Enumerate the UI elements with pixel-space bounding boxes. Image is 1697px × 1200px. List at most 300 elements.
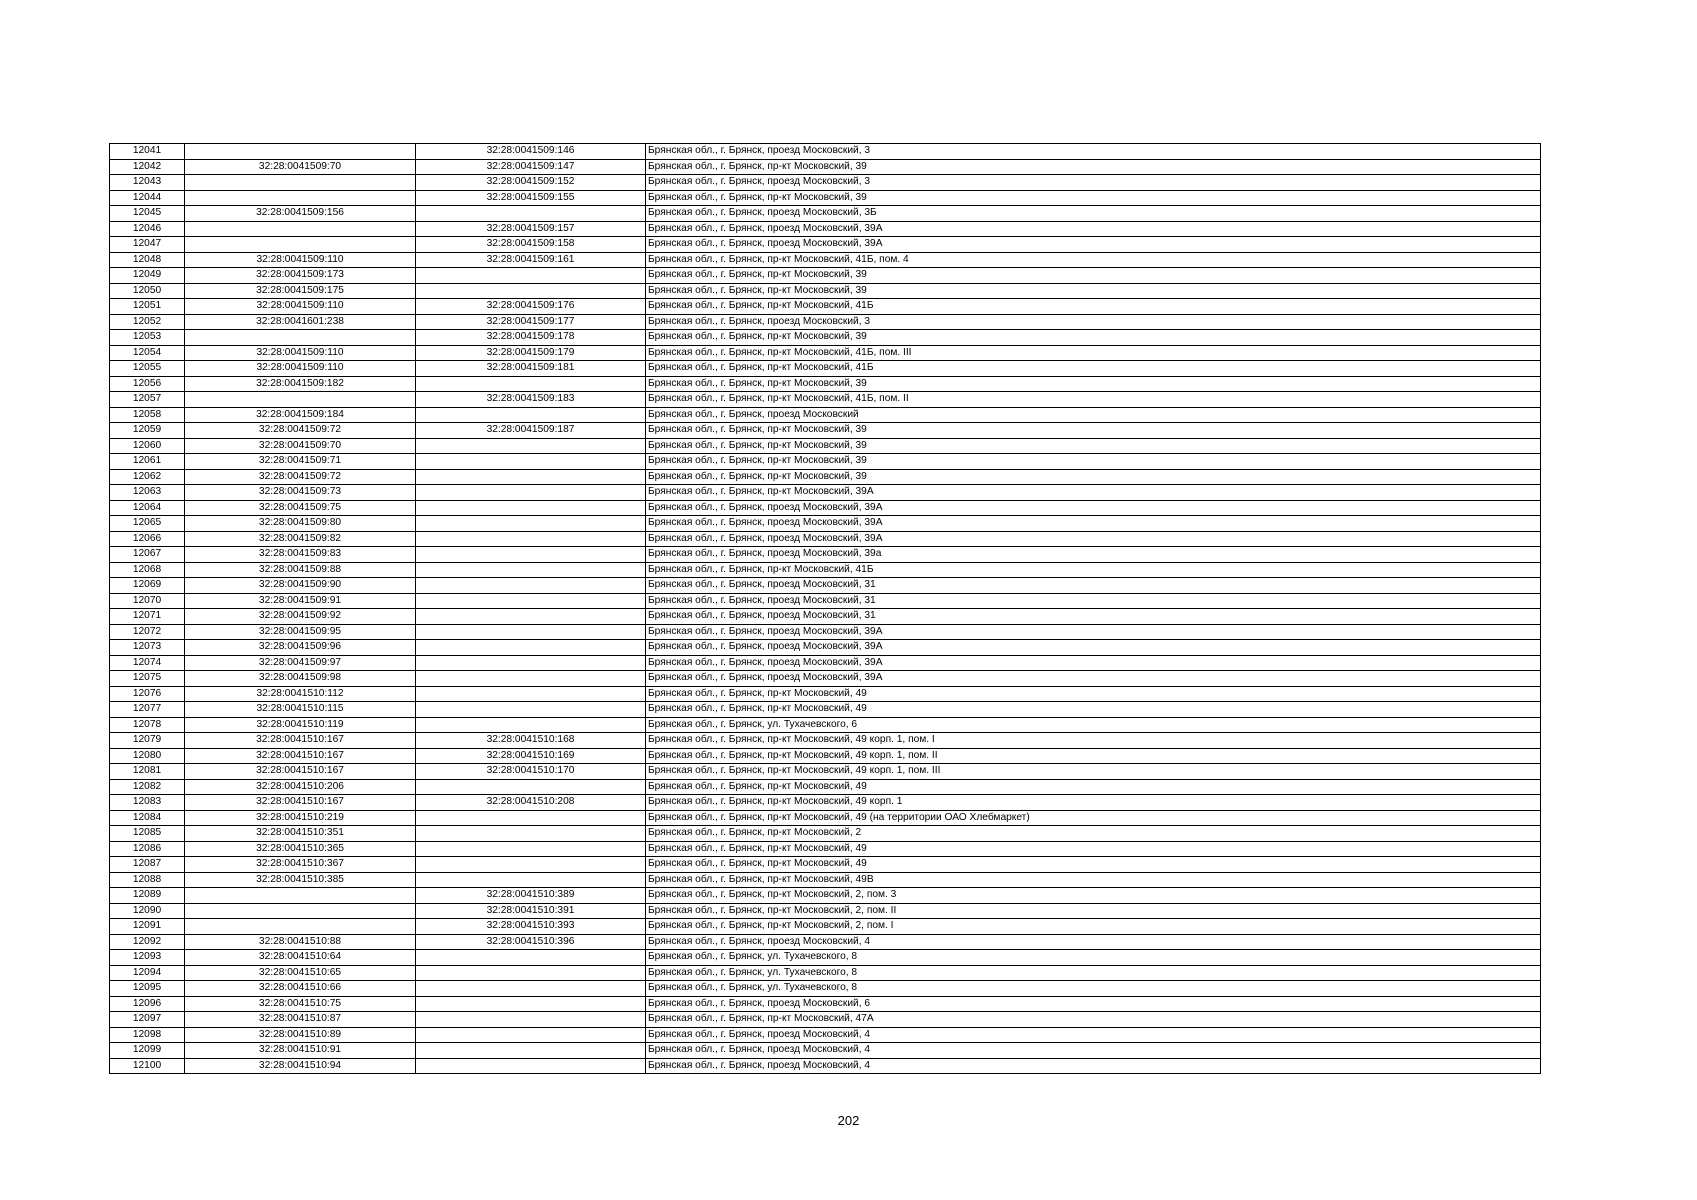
cadastral-object-cell: 32:28:0041509:147 bbox=[416, 159, 646, 175]
cadastral-number-cell: 32:28:0041509:73 bbox=[185, 485, 416, 501]
cadastral-object-cell bbox=[416, 717, 646, 733]
row-number-cell: 12058 bbox=[110, 407, 185, 423]
cadastral-object-cell: 32:28:0041510:168 bbox=[416, 733, 646, 749]
table-row bbox=[110, 1043, 1541, 1059]
cadastral-number-cell: 32:28:0041510:115 bbox=[185, 702, 416, 718]
table-row bbox=[110, 996, 1541, 1012]
row-number-cell: 12089 bbox=[110, 888, 185, 904]
table-row bbox=[110, 609, 1541, 625]
address-cell: Брянская обл., г. Брянск, проезд Московский, 39А bbox=[646, 624, 1541, 640]
cadastral-object-cell bbox=[416, 686, 646, 702]
cadastral-object-cell: 32:28:0041509:146 bbox=[416, 144, 646, 160]
cadastral-number-cell: 32:28:0041510:75 bbox=[185, 996, 416, 1012]
row-number-cell: 12045 bbox=[110, 206, 185, 222]
cadastral-number-cell bbox=[185, 175, 416, 191]
cadastral-object-cell bbox=[416, 1027, 646, 1043]
cadastral-object-cell: 32:28:0041509:179 bbox=[416, 345, 646, 361]
cadastral-number-cell: 32:28:0041509:88 bbox=[185, 562, 416, 578]
registry-table bbox=[109, 143, 1541, 1074]
cadastral-object-cell: 32:28:0041509:177 bbox=[416, 314, 646, 330]
table-row bbox=[110, 361, 1541, 377]
table-row bbox=[110, 888, 1541, 904]
cadastral-object-cell: 32:28:0041509:181 bbox=[416, 361, 646, 377]
table-row bbox=[110, 469, 1541, 485]
cadastral-object-cell bbox=[416, 438, 646, 454]
cadastral-number-cell bbox=[185, 330, 416, 346]
cadastral-object-cell bbox=[416, 981, 646, 997]
row-number-cell: 12094 bbox=[110, 965, 185, 981]
cadastral-number-cell: 32:28:0041510:219 bbox=[185, 810, 416, 826]
cadastral-object-cell bbox=[416, 655, 646, 671]
address-cell: Брянская обл., г. Брянск, пр-кт Московский, 2, пом. II bbox=[646, 903, 1541, 919]
cadastral-object-cell bbox=[416, 779, 646, 795]
row-number-cell: 12080 bbox=[110, 748, 185, 764]
address-cell: Брянская обл., г. Брянск, пр-кт Московский, 41Б, пом. III bbox=[646, 345, 1541, 361]
table-row bbox=[110, 810, 1541, 826]
address-cell: Брянская обл., г. Брянск, пр-кт Московский, 49 bbox=[646, 686, 1541, 702]
cadastral-number-cell: 32:28:0041509:156 bbox=[185, 206, 416, 222]
table-row bbox=[110, 826, 1541, 842]
address-cell: Брянская обл., г. Брянск, проезд Московский, 39А bbox=[646, 221, 1541, 237]
row-number-cell: 12046 bbox=[110, 221, 185, 237]
cadastral-number-cell: 32:28:0041509:92 bbox=[185, 609, 416, 625]
cadastral-number-cell: 32:28:0041510:367 bbox=[185, 857, 416, 873]
cadastral-object-cell: 32:28:0041509:152 bbox=[416, 175, 646, 191]
table-row bbox=[110, 516, 1541, 532]
cadastral-object-cell: 32:28:0041509:187 bbox=[416, 423, 646, 439]
table-row bbox=[110, 640, 1541, 656]
row-number-cell: 12074 bbox=[110, 655, 185, 671]
address-cell: Брянская обл., г. Брянск, проезд Московский, 4 bbox=[646, 934, 1541, 950]
row-number-cell: 12072 bbox=[110, 624, 185, 640]
cadastral-number-cell: 32:28:0041510:167 bbox=[185, 764, 416, 780]
address-cell: Брянская обл., г. Брянск, проезд Московский, 6 bbox=[646, 996, 1541, 1012]
cadastral-number-cell: 32:28:0041509:97 bbox=[185, 655, 416, 671]
cadastral-object-cell bbox=[416, 1043, 646, 1059]
row-number-cell: 12084 bbox=[110, 810, 185, 826]
address-cell: Брянская обл., г. Брянск, ул. Тухачевского, 6 bbox=[646, 717, 1541, 733]
cadastral-object-cell bbox=[416, 857, 646, 873]
cadastral-number-cell: 32:28:0041510:206 bbox=[185, 779, 416, 795]
row-number-cell: 12081 bbox=[110, 764, 185, 780]
cadastral-number-cell: 32:28:0041601:238 bbox=[185, 314, 416, 330]
address-cell: Брянская обл., г. Брянск, пр-кт Московский, 41Б, пом. 4 bbox=[646, 252, 1541, 268]
cadastral-object-cell bbox=[416, 671, 646, 687]
cadastral-number-cell: 32:28:0041509:110 bbox=[185, 361, 416, 377]
cadastral-number-cell: 32:28:0041509:82 bbox=[185, 531, 416, 547]
address-cell: Брянская обл., г. Брянск, пр-кт Московский, 41Б bbox=[646, 361, 1541, 377]
table-row bbox=[110, 237, 1541, 253]
row-number-cell: 12066 bbox=[110, 531, 185, 547]
row-number-cell: 12063 bbox=[110, 485, 185, 501]
table-row bbox=[110, 299, 1541, 315]
page-number: 202 bbox=[837, 1113, 860, 1128]
table-row bbox=[110, 206, 1541, 222]
row-number-cell: 12053 bbox=[110, 330, 185, 346]
address-cell: Брянская обл., г. Брянск, проезд Московский, 31 bbox=[646, 578, 1541, 594]
row-number-cell: 12090 bbox=[110, 903, 185, 919]
table-row bbox=[110, 624, 1541, 640]
row-number-cell: 12042 bbox=[110, 159, 185, 175]
table-row bbox=[110, 686, 1541, 702]
table-row bbox=[110, 221, 1541, 237]
cadastral-number-cell: 32:28:0041509:182 bbox=[185, 376, 416, 392]
cadastral-number-cell: 32:28:0041510:167 bbox=[185, 748, 416, 764]
row-number-cell: 12069 bbox=[110, 578, 185, 594]
cadastral-object-cell: 32:28:0041509:155 bbox=[416, 190, 646, 206]
row-number-cell: 12052 bbox=[110, 314, 185, 330]
cadastral-object-cell bbox=[416, 810, 646, 826]
address-cell: Брянская обл., г. Брянск, проезд Московский, 3Б bbox=[646, 206, 1541, 222]
cadastral-object-cell bbox=[416, 996, 646, 1012]
cadastral-object-cell: 32:28:0041509:178 bbox=[416, 330, 646, 346]
cadastral-object-cell: 32:28:0041509:176 bbox=[416, 299, 646, 315]
cadastral-number-cell: 32:28:0041510:167 bbox=[185, 795, 416, 811]
cadastral-number-cell: 32:28:0041509:96 bbox=[185, 640, 416, 656]
cadastral-object-cell bbox=[416, 1012, 646, 1028]
table-row bbox=[110, 717, 1541, 733]
cadastral-object-cell: 32:28:0041510:169 bbox=[416, 748, 646, 764]
cadastral-number-cell bbox=[185, 237, 416, 253]
table-row bbox=[110, 376, 1541, 392]
cadastral-number-cell bbox=[185, 392, 416, 408]
cadastral-number-cell bbox=[185, 144, 416, 160]
table-row bbox=[110, 268, 1541, 284]
row-number-cell: 12099 bbox=[110, 1043, 185, 1059]
row-number-cell: 12064 bbox=[110, 500, 185, 516]
table-row bbox=[110, 841, 1541, 857]
table-row bbox=[110, 144, 1541, 160]
row-number-cell: 12041 bbox=[110, 144, 185, 160]
cadastral-number-cell: 32:28:0041510:94 bbox=[185, 1058, 416, 1074]
cadastral-number-cell: 32:28:0041509:90 bbox=[185, 578, 416, 594]
row-number-cell: 12098 bbox=[110, 1027, 185, 1043]
table-row bbox=[110, 733, 1541, 749]
row-number-cell: 12061 bbox=[110, 454, 185, 470]
cadastral-number-cell: 32:28:0041510:65 bbox=[185, 965, 416, 981]
cadastral-object-cell: 32:28:0041509:157 bbox=[416, 221, 646, 237]
cadastral-object-cell bbox=[416, 469, 646, 485]
cadastral-object-cell bbox=[416, 578, 646, 594]
cadastral-object-cell bbox=[416, 485, 646, 501]
table-row bbox=[110, 965, 1541, 981]
table-row bbox=[110, 562, 1541, 578]
row-number-cell: 12073 bbox=[110, 640, 185, 656]
address-cell: Брянская обл., г. Брянск, ул. Тухачевского, 8 bbox=[646, 981, 1541, 997]
address-cell: Брянская обл., г. Брянск, пр-кт Московский, 2, пом. 3 bbox=[646, 888, 1541, 904]
cadastral-object-cell bbox=[416, 640, 646, 656]
table-row bbox=[110, 345, 1541, 361]
row-number-cell: 12060 bbox=[110, 438, 185, 454]
row-number-cell: 12087 bbox=[110, 857, 185, 873]
table-row bbox=[110, 159, 1541, 175]
address-cell: Брянская обл., г. Брянск, пр-кт Московский, 49 (на территории ОАО Хлебмаркет) bbox=[646, 810, 1541, 826]
address-cell: Брянская обл., г. Брянск, пр-кт Московский, 49В bbox=[646, 872, 1541, 888]
table-row bbox=[110, 593, 1541, 609]
table-row bbox=[110, 190, 1541, 206]
cadastral-object-cell: 32:28:0041510:389 bbox=[416, 888, 646, 904]
table-row bbox=[110, 872, 1541, 888]
row-number-cell: 12095 bbox=[110, 981, 185, 997]
cadastral-number-cell: 32:28:0041509:70 bbox=[185, 438, 416, 454]
address-cell: Брянская обл., г. Брянск, проезд Московский, 39А bbox=[646, 500, 1541, 516]
address-cell: Брянская обл., г. Брянск, пр-кт Московский, 39 bbox=[646, 190, 1541, 206]
registry-table-body bbox=[110, 144, 1541, 1074]
address-cell: Брянская обл., г. Брянск, проезд Московский, 39а bbox=[646, 547, 1541, 563]
row-number-cell: 12043 bbox=[110, 175, 185, 191]
address-cell: Брянская обл., г. Брянск, пр-кт Московский, 39 bbox=[646, 454, 1541, 470]
row-number-cell: 12044 bbox=[110, 190, 185, 206]
cadastral-object-cell bbox=[416, 593, 646, 609]
cadastral-number-cell: 32:28:0041509:80 bbox=[185, 516, 416, 532]
cadastral-number-cell bbox=[185, 888, 416, 904]
row-number-cell: 12096 bbox=[110, 996, 185, 1012]
address-cell: Брянская обл., г. Брянск, проезд Московский, 39А bbox=[646, 655, 1541, 671]
cadastral-object-cell bbox=[416, 965, 646, 981]
cadastral-object-cell bbox=[416, 407, 646, 423]
table-row bbox=[110, 578, 1541, 594]
cadastral-number-cell: 32:28:0041509:91 bbox=[185, 593, 416, 609]
row-number-cell: 12088 bbox=[110, 872, 185, 888]
table-row bbox=[110, 764, 1541, 780]
row-number-cell: 12071 bbox=[110, 609, 185, 625]
row-number-cell: 12062 bbox=[110, 469, 185, 485]
table-row bbox=[110, 547, 1541, 563]
table-row bbox=[110, 314, 1541, 330]
cadastral-number-cell: 32:28:0041509:71 bbox=[185, 454, 416, 470]
cadastral-object-cell bbox=[416, 872, 646, 888]
row-number-cell: 12056 bbox=[110, 376, 185, 392]
cadastral-object-cell bbox=[416, 516, 646, 532]
table-row bbox=[110, 671, 1541, 687]
address-cell: Брянская обл., г. Брянск, ул. Тухачевского, 8 bbox=[646, 950, 1541, 966]
address-cell: Брянская обл., г. Брянск, проезд Московский, 3 bbox=[646, 314, 1541, 330]
table-row bbox=[110, 407, 1541, 423]
table-row bbox=[110, 655, 1541, 671]
address-cell: Брянская обл., г. Брянск, пр-кт Московский, 39 bbox=[646, 423, 1541, 439]
cadastral-number-cell: 32:28:0041509:72 bbox=[185, 423, 416, 439]
address-cell: Брянская обл., г. Брянск, проезд Московский, 31 bbox=[646, 609, 1541, 625]
cadastral-object-cell bbox=[416, 268, 646, 284]
cadastral-object-cell bbox=[416, 206, 646, 222]
row-number-cell: 12047 bbox=[110, 237, 185, 253]
row-number-cell: 12059 bbox=[110, 423, 185, 439]
cadastral-number-cell: 32:28:0041510:66 bbox=[185, 981, 416, 997]
address-cell: Брянская обл., г. Брянск, пр-кт Московский, 41Б bbox=[646, 299, 1541, 315]
table-row bbox=[110, 950, 1541, 966]
cadastral-number-cell: 32:28:0041510:64 bbox=[185, 950, 416, 966]
address-cell: Брянская обл., г. Брянск, пр-кт Московский, 2 bbox=[646, 826, 1541, 842]
cadastral-object-cell bbox=[416, 500, 646, 516]
row-number-cell: 12085 bbox=[110, 826, 185, 842]
address-cell: Брянская обл., г. Брянск, пр-кт Московский, 39А bbox=[646, 485, 1541, 501]
row-number-cell: 12048 bbox=[110, 252, 185, 268]
cadastral-number-cell: 32:28:0041510:88 bbox=[185, 934, 416, 950]
table-row bbox=[110, 919, 1541, 935]
address-cell: Брянская обл., г. Брянск, пр-кт Московский, 39 bbox=[646, 268, 1541, 284]
address-cell: Брянская обл., г. Брянск, проезд Московский, 4 bbox=[646, 1058, 1541, 1074]
cadastral-number-cell: 32:28:0041509:175 bbox=[185, 283, 416, 299]
address-cell: Брянская обл., г. Брянск, пр-кт Московский, 39 bbox=[646, 438, 1541, 454]
address-cell: Брянская обл., г. Брянск, пр-кт Московский, 41Б bbox=[646, 562, 1541, 578]
address-cell: Брянская обл., г. Брянск, проезд Московский, 4 bbox=[646, 1043, 1541, 1059]
address-cell: Брянская обл., г. Брянск, проезд Московский, 3 bbox=[646, 175, 1541, 191]
row-number-cell: 12082 bbox=[110, 779, 185, 795]
row-number-cell: 12067 bbox=[110, 547, 185, 563]
address-cell: Брянская обл., г. Брянск, пр-кт Московский, 39 bbox=[646, 330, 1541, 346]
table-row bbox=[110, 779, 1541, 795]
table-row bbox=[110, 454, 1541, 470]
cadastral-object-cell: 32:28:0041509:158 bbox=[416, 237, 646, 253]
row-number-cell: 12065 bbox=[110, 516, 185, 532]
address-cell: Брянская обл., г. Брянск, пр-кт Московский, 39 bbox=[646, 159, 1541, 175]
cadastral-object-cell: 32:28:0041509:161 bbox=[416, 252, 646, 268]
table-row bbox=[110, 283, 1541, 299]
cadastral-number-cell: 32:28:0041509:110 bbox=[185, 252, 416, 268]
cadastral-number-cell: 32:28:0041509:184 bbox=[185, 407, 416, 423]
row-number-cell: 12092 bbox=[110, 934, 185, 950]
cadastral-object-cell bbox=[416, 283, 646, 299]
cadastral-number-cell: 32:28:0041510:87 bbox=[185, 1012, 416, 1028]
row-number-cell: 12083 bbox=[110, 795, 185, 811]
row-number-cell: 12051 bbox=[110, 299, 185, 315]
cadastral-number-cell: 32:28:0041510:385 bbox=[185, 872, 416, 888]
address-cell: Брянская обл., г. Брянск, пр-кт Московский, 2, пом. I bbox=[646, 919, 1541, 935]
cadastral-number-cell: 32:28:0041510:112 bbox=[185, 686, 416, 702]
cadastral-number-cell: 32:28:0041509:70 bbox=[185, 159, 416, 175]
cadastral-number-cell bbox=[185, 903, 416, 919]
cadastral-object-cell bbox=[416, 841, 646, 857]
row-number-cell: 12093 bbox=[110, 950, 185, 966]
cadastral-object-cell bbox=[416, 531, 646, 547]
address-cell: Брянская обл., г. Брянск, проезд Московский, 3 bbox=[646, 144, 1541, 160]
row-number-cell: 12055 bbox=[110, 361, 185, 377]
table-row bbox=[110, 1027, 1541, 1043]
address-cell: Брянская обл., г. Брянск, пр-кт Московский, 49 корп. 1, пом. I bbox=[646, 733, 1541, 749]
table-row bbox=[110, 423, 1541, 439]
cadastral-object-cell: 32:28:0041510:393 bbox=[416, 919, 646, 935]
cadastral-number-cell: 32:28:0041509:98 bbox=[185, 671, 416, 687]
cadastral-object-cell: 32:28:0041510:170 bbox=[416, 764, 646, 780]
cadastral-number-cell: 32:28:0041510:351 bbox=[185, 826, 416, 842]
row-number-cell: 12070 bbox=[110, 593, 185, 609]
address-cell: Брянская обл., г. Брянск, пр-кт Московский, 49 bbox=[646, 841, 1541, 857]
address-cell: Брянская обл., г. Брянск, проезд Московский, 4 bbox=[646, 1027, 1541, 1043]
row-number-cell: 12077 bbox=[110, 702, 185, 718]
address-cell: Брянская обл., г. Брянск, проезд Московский, 39А bbox=[646, 516, 1541, 532]
row-number-cell: 12054 bbox=[110, 345, 185, 361]
cadastral-number-cell: 32:28:0041510:365 bbox=[185, 841, 416, 857]
row-number-cell: 12075 bbox=[110, 671, 185, 687]
address-cell: Брянская обл., г. Брянск, пр-кт Московский, 39 bbox=[646, 376, 1541, 392]
cadastral-object-cell bbox=[416, 702, 646, 718]
address-cell: Брянская обл., г. Брянск, пр-кт Московский, 49 корп. 1 bbox=[646, 795, 1541, 811]
table-row bbox=[110, 857, 1541, 873]
table-row bbox=[110, 438, 1541, 454]
row-number-cell: 12100 bbox=[110, 1058, 185, 1074]
address-cell: Брянская обл., г. Брянск, проезд Московский, 39А bbox=[646, 671, 1541, 687]
address-cell: Брянская обл., г. Брянск, проезд Московский, 39А bbox=[646, 640, 1541, 656]
table-row bbox=[110, 252, 1541, 268]
table-row bbox=[110, 1012, 1541, 1028]
cadastral-object-cell bbox=[416, 547, 646, 563]
table-row bbox=[110, 392, 1541, 408]
address-cell: Брянская обл., г. Брянск, пр-кт Московский, 49 bbox=[646, 779, 1541, 795]
table-row bbox=[110, 702, 1541, 718]
cadastral-object-cell bbox=[416, 624, 646, 640]
address-cell: Брянская обл., г. Брянск, пр-кт Московский, 49 корп. 1, пом. II bbox=[646, 748, 1541, 764]
cadastral-number-cell: 32:28:0041509:95 bbox=[185, 624, 416, 640]
row-number-cell: 12078 bbox=[110, 717, 185, 733]
cadastral-number-cell: 32:28:0041510:119 bbox=[185, 717, 416, 733]
address-cell: Брянская обл., г. Брянск, проезд Московский, 39А bbox=[646, 531, 1541, 547]
cadastral-number-cell bbox=[185, 221, 416, 237]
address-cell: Брянская обл., г. Брянск, пр-кт Московский, 49 корп. 1, пом. III bbox=[646, 764, 1541, 780]
table-row bbox=[110, 500, 1541, 516]
cadastral-number-cell: 32:28:0041509:75 bbox=[185, 500, 416, 516]
address-cell: Брянская обл., г. Брянск, пр-кт Московский, 41Б, пом. II bbox=[646, 392, 1541, 408]
address-cell: Брянская обл., г. Брянск, проезд Московский bbox=[646, 407, 1541, 423]
cadastral-object-cell: 32:28:0041509:183 bbox=[416, 392, 646, 408]
cadastral-number-cell: 32:28:0041510:89 bbox=[185, 1027, 416, 1043]
cadastral-number-cell: 32:28:0041509:83 bbox=[185, 547, 416, 563]
row-number-cell: 12097 bbox=[110, 1012, 185, 1028]
row-number-cell: 12079 bbox=[110, 733, 185, 749]
cadastral-object-cell bbox=[416, 609, 646, 625]
address-cell: Брянская обл., г. Брянск, ул. Тухачевского, 8 bbox=[646, 965, 1541, 981]
table-row bbox=[110, 981, 1541, 997]
address-cell: Брянская обл., г. Брянск, проезд Московский, 39А bbox=[646, 237, 1541, 253]
address-cell: Брянская обл., г. Брянск, пр-кт Московский, 47А bbox=[646, 1012, 1541, 1028]
cadastral-object-cell bbox=[416, 562, 646, 578]
cadastral-object-cell bbox=[416, 826, 646, 842]
table-row bbox=[110, 903, 1541, 919]
table-row bbox=[110, 934, 1541, 950]
cadastral-object-cell bbox=[416, 950, 646, 966]
address-cell: Брянская обл., г. Брянск, пр-кт Московский, 49 bbox=[646, 857, 1541, 873]
cadastral-number-cell: 32:28:0041510:167 bbox=[185, 733, 416, 749]
cadastral-number-cell bbox=[185, 919, 416, 935]
table-row bbox=[110, 531, 1541, 547]
cadastral-object-cell: 32:28:0041510:396 bbox=[416, 934, 646, 950]
cadastral-number-cell bbox=[185, 190, 416, 206]
address-cell: Брянская обл., г. Брянск, пр-кт Московский, 39 bbox=[646, 469, 1541, 485]
row-number-cell: 12091 bbox=[110, 919, 185, 935]
address-cell: Брянская обл., г. Брянск, проезд Московский, 31 bbox=[646, 593, 1541, 609]
cadastral-object-cell bbox=[416, 454, 646, 470]
table-row bbox=[110, 175, 1541, 191]
cadastral-number-cell: 32:28:0041509:110 bbox=[185, 299, 416, 315]
row-number-cell: 12050 bbox=[110, 283, 185, 299]
table-row bbox=[110, 485, 1541, 501]
row-number-cell: 12049 bbox=[110, 268, 185, 284]
row-number-cell: 12057 bbox=[110, 392, 185, 408]
cadastral-object-cell: 32:28:0041510:391 bbox=[416, 903, 646, 919]
row-number-cell: 12068 bbox=[110, 562, 185, 578]
table-row bbox=[110, 1058, 1541, 1074]
cadastral-number-cell: 32:28:0041509:173 bbox=[185, 268, 416, 284]
cadastral-number-cell: 32:28:0041510:91 bbox=[185, 1043, 416, 1059]
cadastral-object-cell bbox=[416, 376, 646, 392]
cadastral-object-cell: 32:28:0041510:208 bbox=[416, 795, 646, 811]
cadastral-number-cell: 32:28:0041509:72 bbox=[185, 469, 416, 485]
table-row bbox=[110, 795, 1541, 811]
cadastral-number-cell: 32:28:0041509:110 bbox=[185, 345, 416, 361]
address-cell: Брянская обл., г. Брянск, пр-кт Московский, 49 bbox=[646, 702, 1541, 718]
cadastral-object-cell bbox=[416, 1058, 646, 1074]
address-cell: Брянская обл., г. Брянск, пр-кт Московский, 39 bbox=[646, 283, 1541, 299]
table-row bbox=[110, 748, 1541, 764]
